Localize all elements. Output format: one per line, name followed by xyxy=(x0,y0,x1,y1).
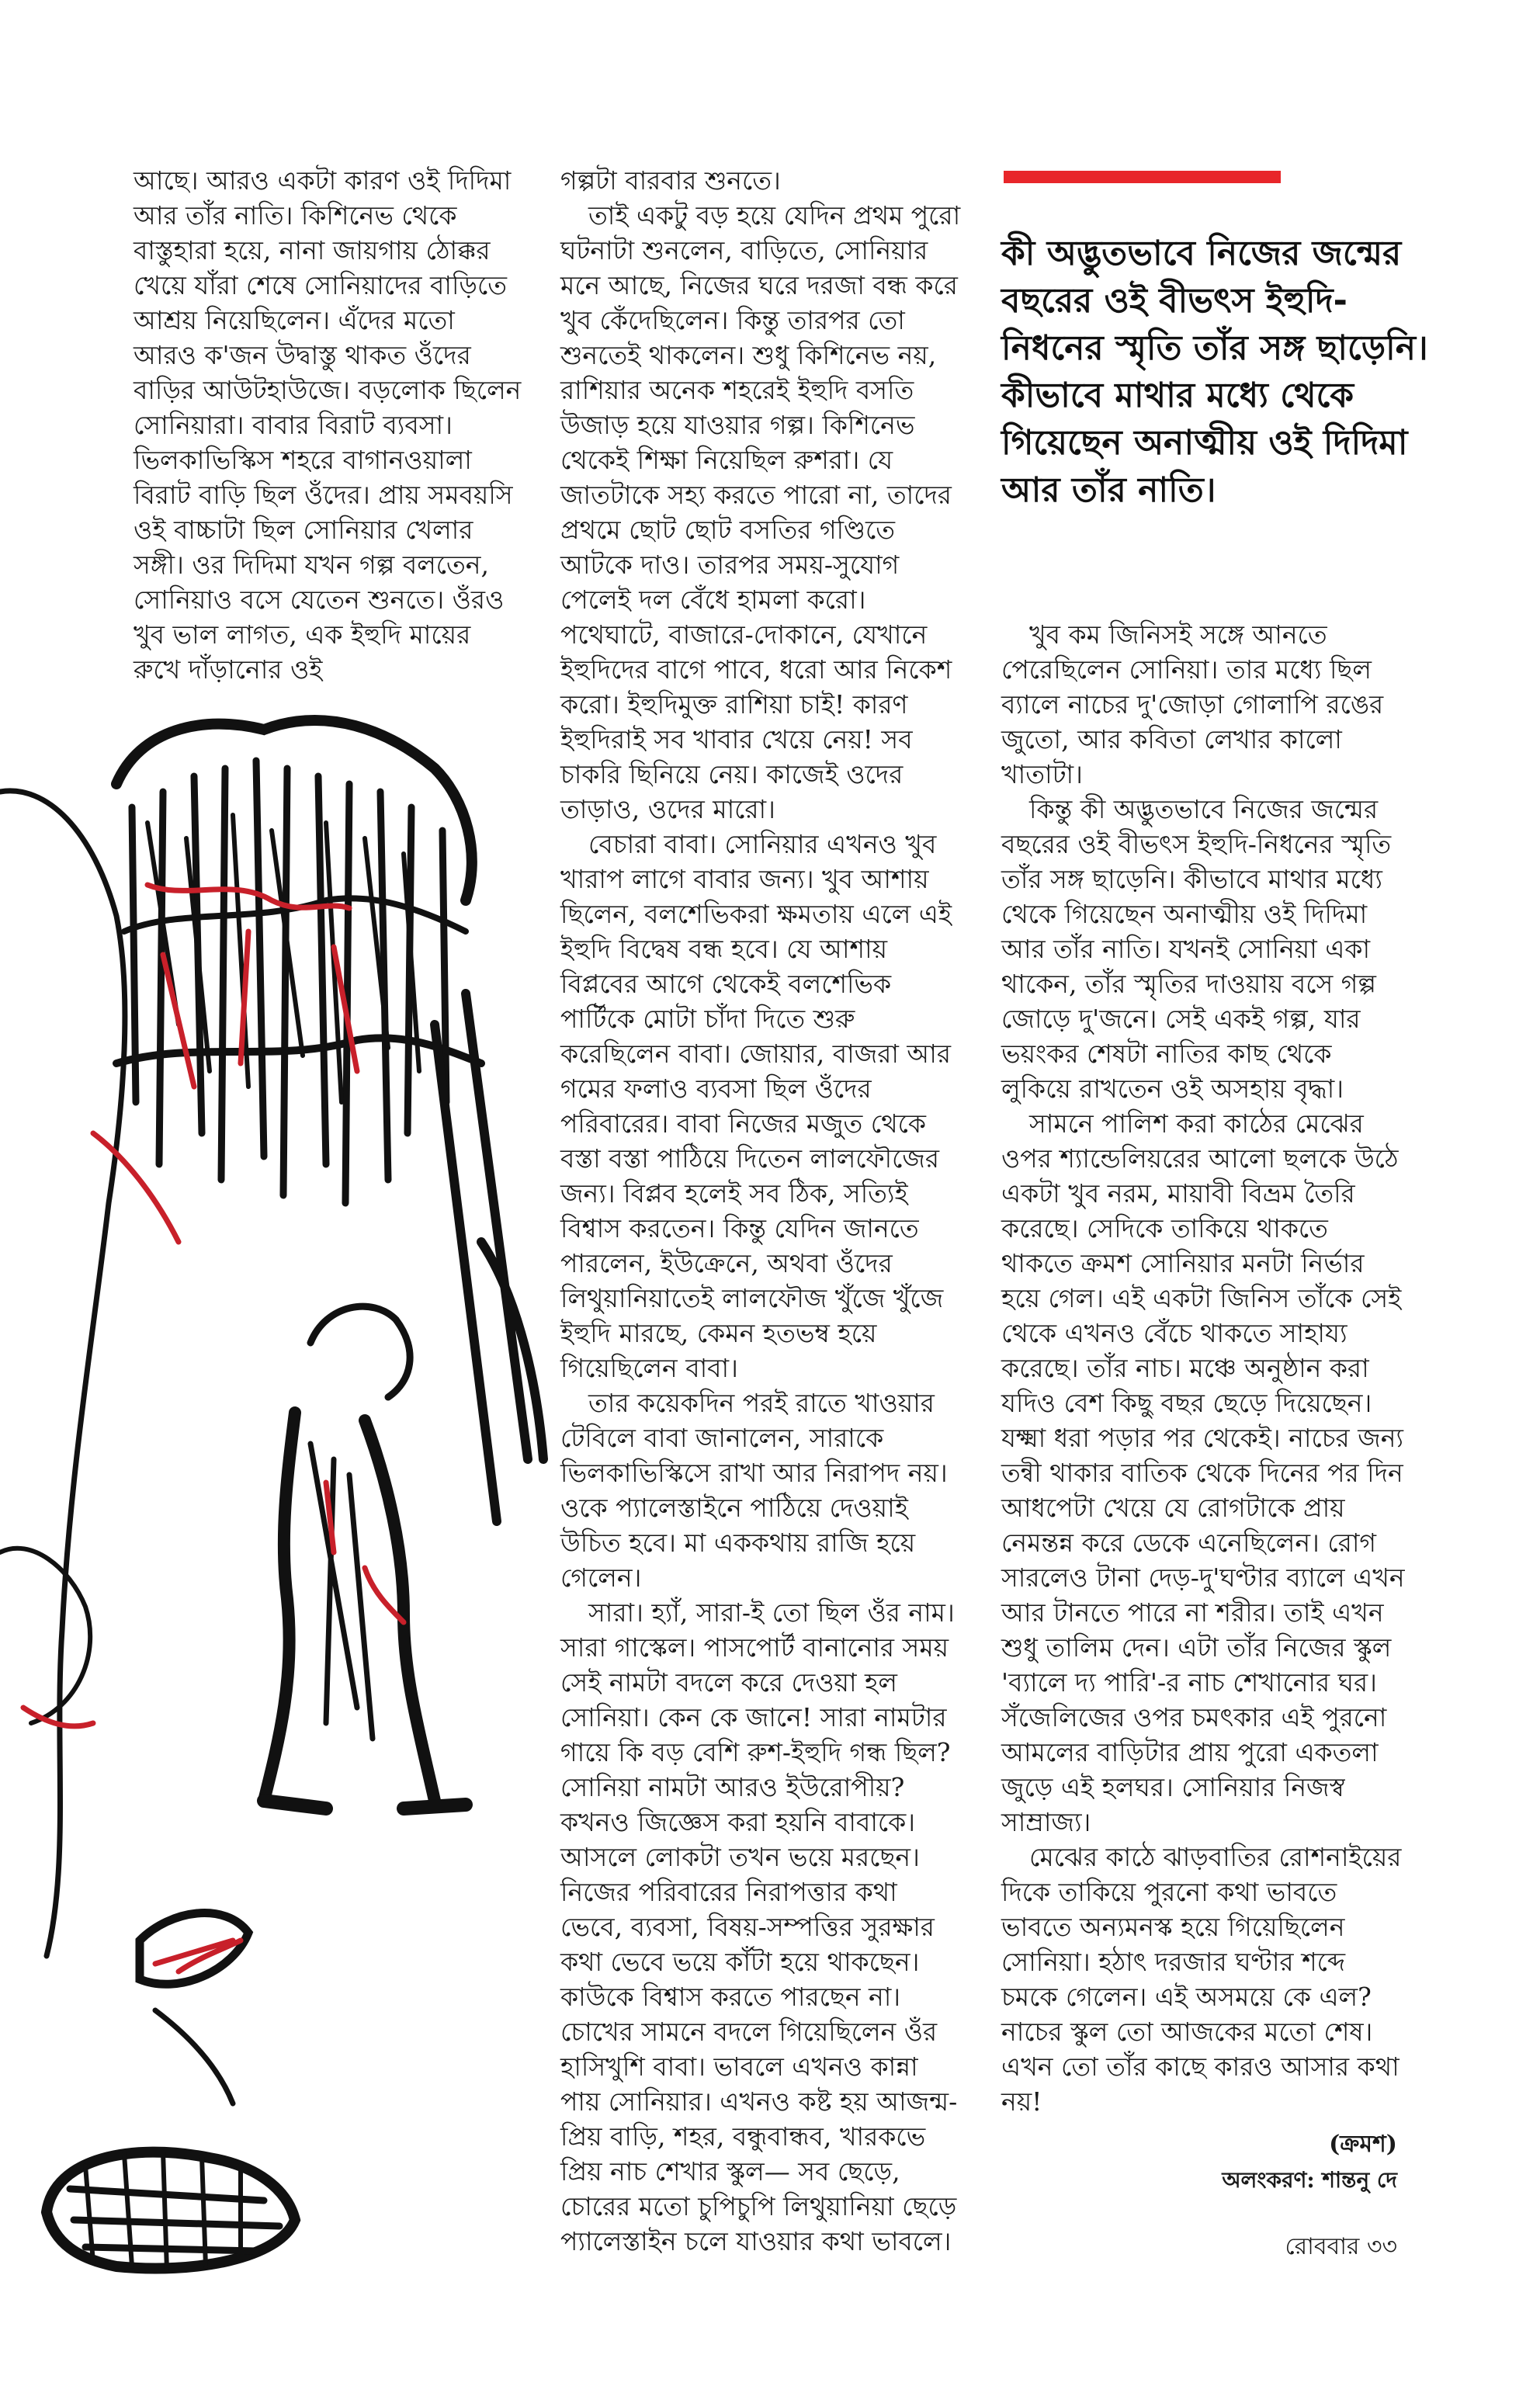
body-paragraph: মেঝের কাঠে ঝাড়বাতির রোশনাইয়ের দিকে তাকিয়ে পুরনো কথা ভাবতে ভাবতে অন্যমনস্ক হয়ে গিয়েছিলেন সোনিয়া। হঠাৎ দরজার ঘণ্টার শব্দে চমকে গেলেন। এই অসময়ে কে এল? নাচের স্কুল তো আজকের মতো শেষ। এখন তো তাঁর কাছে কারও আসার কথা নয়! xyxy=(1001,1842,1402,2117)
body-paragraph: তাই একটু বড় হয়ে যেদিন প্রথম পুরো ঘটনাটা শুনলেন, বাড়িতে, সোনিয়ার মনে আছে, নিজের ঘরে দরজা বন্ধ করে খুব কেঁদেছিলেন। কিন্তু তারপর তো শুনতেই থাকলেন। শুধু কিশিনেভ নয়, রাশিয়ার অনেক শহরেই ইহুদি বসতি উজাড় হয়ে যাওয়ার গল্প। কিশিনেভ থেকেই শিক্ষা নিয়েছিল রুশরা। যে জাতটাকে সহ্য করতে পারো না, তাদের প্রথমে ছোট ছোট বসতির গণ্ডিতে আটকে দাও। তারপর সময়-সুযোগ পেলেই দল বেঁধে হামলা করো। পথেঘাটে, বাজারে-দোকানে, যেখানে ইহুদিদের বাগে পাবে, ধরো আর নিকেশ করো। ইহুদিমুক্ত রাশিয়া চাই! কারণ ইহুদিরাই সব খাবার খেয়ে নেয়! সব চাকরি ছিনিয়ে নেয়। কাজেই ওদের তাড়াও, ওদের মারো। xyxy=(560,200,961,824)
page-folio: রোববার ৩৩ xyxy=(1285,2233,1397,2260)
body-paragraph: সারা। হ্যাঁ, সারা-ই তো ছিল ওঁর নাম। সারা গাস্কেল। পাসপোর্ট বানানোর সময় সেই নামটা বদলে করে দেওয়া হল সোনিয়া। কেন কে জানে! সারা নামটার গায়ে কি বড় বেশি রুশ-ইহুদি গন্ধ ছিল? সোনিয়া নামটা আরও ইউরোপীয়? কখনও জিজ্ঞেস করা হয়নি বাবাকে। আসলে লোকটা তখন ভয়ে মরছেন। নিজের পরিবারের নিরাপত্তার কথা ভেবে, ব্যবসা, বিষয়-সম্পত্তির সুরক্ষার কথা ভেবে ভয়ে কাঁটা হয়ে থাকছেন। কাউকে বিশ্বাস করতে পারছেন না। চোখের সামনে বদলে গিয়েছিলেন ওঁর হাসিখুশি বাবা। ভাবলে এখনও কান্না পায় সোনিয়ার। এখনও কষ্ট হয় আজন্ম-প্রিয় বাড়ি, শহর, বন্ধুবান্ধব, খারকভে প্রিয় নাচ শেখার স্কুল— সব ছেড়ে, চোরের মতো চুপিচুপি লিথুয়ানিয়া ছেড়ে প্যালেস্তাইন চলে যাওয়ার কথা ভাবলে। xyxy=(560,1597,958,2256)
body-paragraph: কিন্তু কী অদ্ভুতভাবে নিজের জন্মের বছরের ওই বীভৎস ইহুদি-নিধনের স্মৃতি তাঁর সঙ্গ ছাড়েনি। কীভাবে মাথার মধ্যে থেকে গিয়েছেন অনাত্মীয় ওই দিদিমা আর তাঁর নাতি। যখনই সোনিয়া একা থাকেন, তাঁর স্মৃতির দাওয়ায় বসে গল্প জোড়ে দু'জনে। সেই একই গল্প, যার ভয়ংকর শেষটা নাতির কাছ থেকে লুকিয়ে রাখতেন ওই অসহায় বৃদ্ধা। xyxy=(1001,794,1392,1104)
article-column-left xyxy=(134,163,522,687)
serial-note: (ক্রমশ) xyxy=(1329,2131,1397,2158)
article-column-right xyxy=(1001,617,1405,2119)
body-paragraph: খুব কম জিনিসই সঙ্গে আনতে পেরেছিলেন সোনিয়া। তার মধ্যে ছিল ব্যালে নাচের দু'জোড়া গোলাপি রঙের জুতো, আর কবিতা লেখার কালো খাতাটা। xyxy=(1001,619,1384,789)
ink-illustration xyxy=(0,699,559,2313)
body-paragraph: বেচারা বাবা। সোনিয়ার এখনও খুব খারাপ লাগে বাবার জন্য। খুব আশায় ছিলেন, বলশেভিকরা ক্ষমতায় এলে এই ইহুদি বিদ্বেষ বন্ধ হবে। যে আশায় বিপ্লবের আগে থেকেই বলশেভিক পার্টিকে মোটা চাঁদা দিতে শুরু করেছিলেন বাবা। জোয়ার, বাজরা আর গমের ফলাও ব্যবসা ছিল ওঁদের পরিবারের। বাবা নিজের মজুত থেকে বস্তা বস্তা পাঠিয়ে দিতেন লালফৌজের জন্য। বিপ্লব হলেই সব ঠিক, সত্যিই বিশ্বাস করতেন। কিন্তু যেদিন জানতে পারলেন, ইউক্রেনে, অথবা ওঁদের লিথুয়ানিয়াতেই লালফৌজ খুঁজে খুঁজে ইহুদি মারছে, কেমন হতভম্ব হয়ে গিয়েছিলেন বাবা। xyxy=(560,829,952,1383)
illustration-credit: অলংকরণ: শান্তনু দে xyxy=(1222,2167,1397,2193)
body-paragraph: গল্পটা বারবার শুনতে। xyxy=(560,165,781,196)
body-paragraph: তার কয়েকদিন পরই রাতে খাওয়ার টেবিলে বাবা জানালেন, সারাকে ভিলকাভিস্কিসে রাখা আর নিরাপদ নয়। ওকে প্যালেস্তাইনে পাঠিয়ে দেওয়াই উচিত হবে। মা এককথায় রাজি হয়ে গেলেন। xyxy=(560,1388,948,1593)
pull-quote: কী অদ্ভুতভাবে নিজের জন্মের বছরের ওই বীভৎস ইহুদি-নিধনের স্মৃতি তাঁর সঙ্গ ছাড়েনি। কীভাবে মাথার মধ্যে থেকে গিয়েছেন অনাত্মীয় ওই দিদিমা আর তাঁর নাতি। xyxy=(1001,234,1428,510)
body-paragraph: সামনে পালিশ করা কাঠের মেঝের ওপর শ্যান্ডেলিয়রের আলো ছলকে উঠে একটা খুব নরম, মায়াবী বিভ্রম তৈরি করেছে। সেদিকে তাকিয়ে থাকতে থাকতে ক্রমশ সোনিয়ার মনটা নির্ভার হয়ে গেল। এই একটা জিনিস তাঁকে সেই থেকে এখনও বেঁচে থাকতে সাহায্য করেছে। তাঁর নাচ। মঞ্চে অনুষ্ঠান করা যদিও বেশ কিছু বছর ছেড়ে দিয়েছেন। যক্ষ্মা ধরা পড়ার পর থেকেই। নাচের জন্য তন্বী থাকার বাতিক থেকে দিনের পর দিন আধপেটা খেয়ে যে রোগটাকে প্রায় নেমন্তন্ন করে ডেকে এনেছিলেন। রোগ সারলেও টানা দেড়-দু'ঘণ্টার ব্যালে এখন আর টানতে পারে না শরীর। তাই এখন শুধু তালিম দেন। এটা তাঁর নিজের স্কুল 'ব্যালে দ্য পারি'-র নাচ শেখানোর ঘর। সঁজেলিজের ওপর চমৎকার এই পুরনো আমলের বাড়িটার প্রায় পুরো একতলা জুড়ে এই হলঘর। সোনিয়ার নিজস্ব সাম্রাজ্য। xyxy=(1001,1108,1405,1837)
body-paragraph: আছে। আরও একটা কারণ ওই দিদিমা আর তাঁর নাতি। কিশিনেভ থেকে বাস্তুহারা হয়ে, নানা জায়গায় ঠোক্কর খেয়ে যাঁরা শেষে সোনিয়াদের বাড়িতে আশ্রয় নিয়েছিলেন। এঁদের মতো আরও ক'জন উদ্বাস্তু থাকত ওঁদের বাড়ির আউটহাউজে। বড়লোক ছিলেন সোনিয়ারা। বাবার বিরাট ব্যবসা। ভিলকাভিস্কিস শহরে বাগানওয়ালা বিরাট বাড়ি ছিল ওঁদের। প্রায় সমবয়সি ওই বাচ্চাটা ছিল সোনিয়ার খেলার সঙ্গী। ওর দিদিমা যখন গল্প বলতেন, সোনিয়াও বসে যেতেন শুনতে। ওঁরও খুব ভাল লাগত, এক ইহুদি মায়ের রুখে দাঁড়ানোর ওই xyxy=(134,165,522,685)
pull-quote-accent-bar xyxy=(1004,171,1281,183)
article-column-middle xyxy=(560,163,964,2259)
